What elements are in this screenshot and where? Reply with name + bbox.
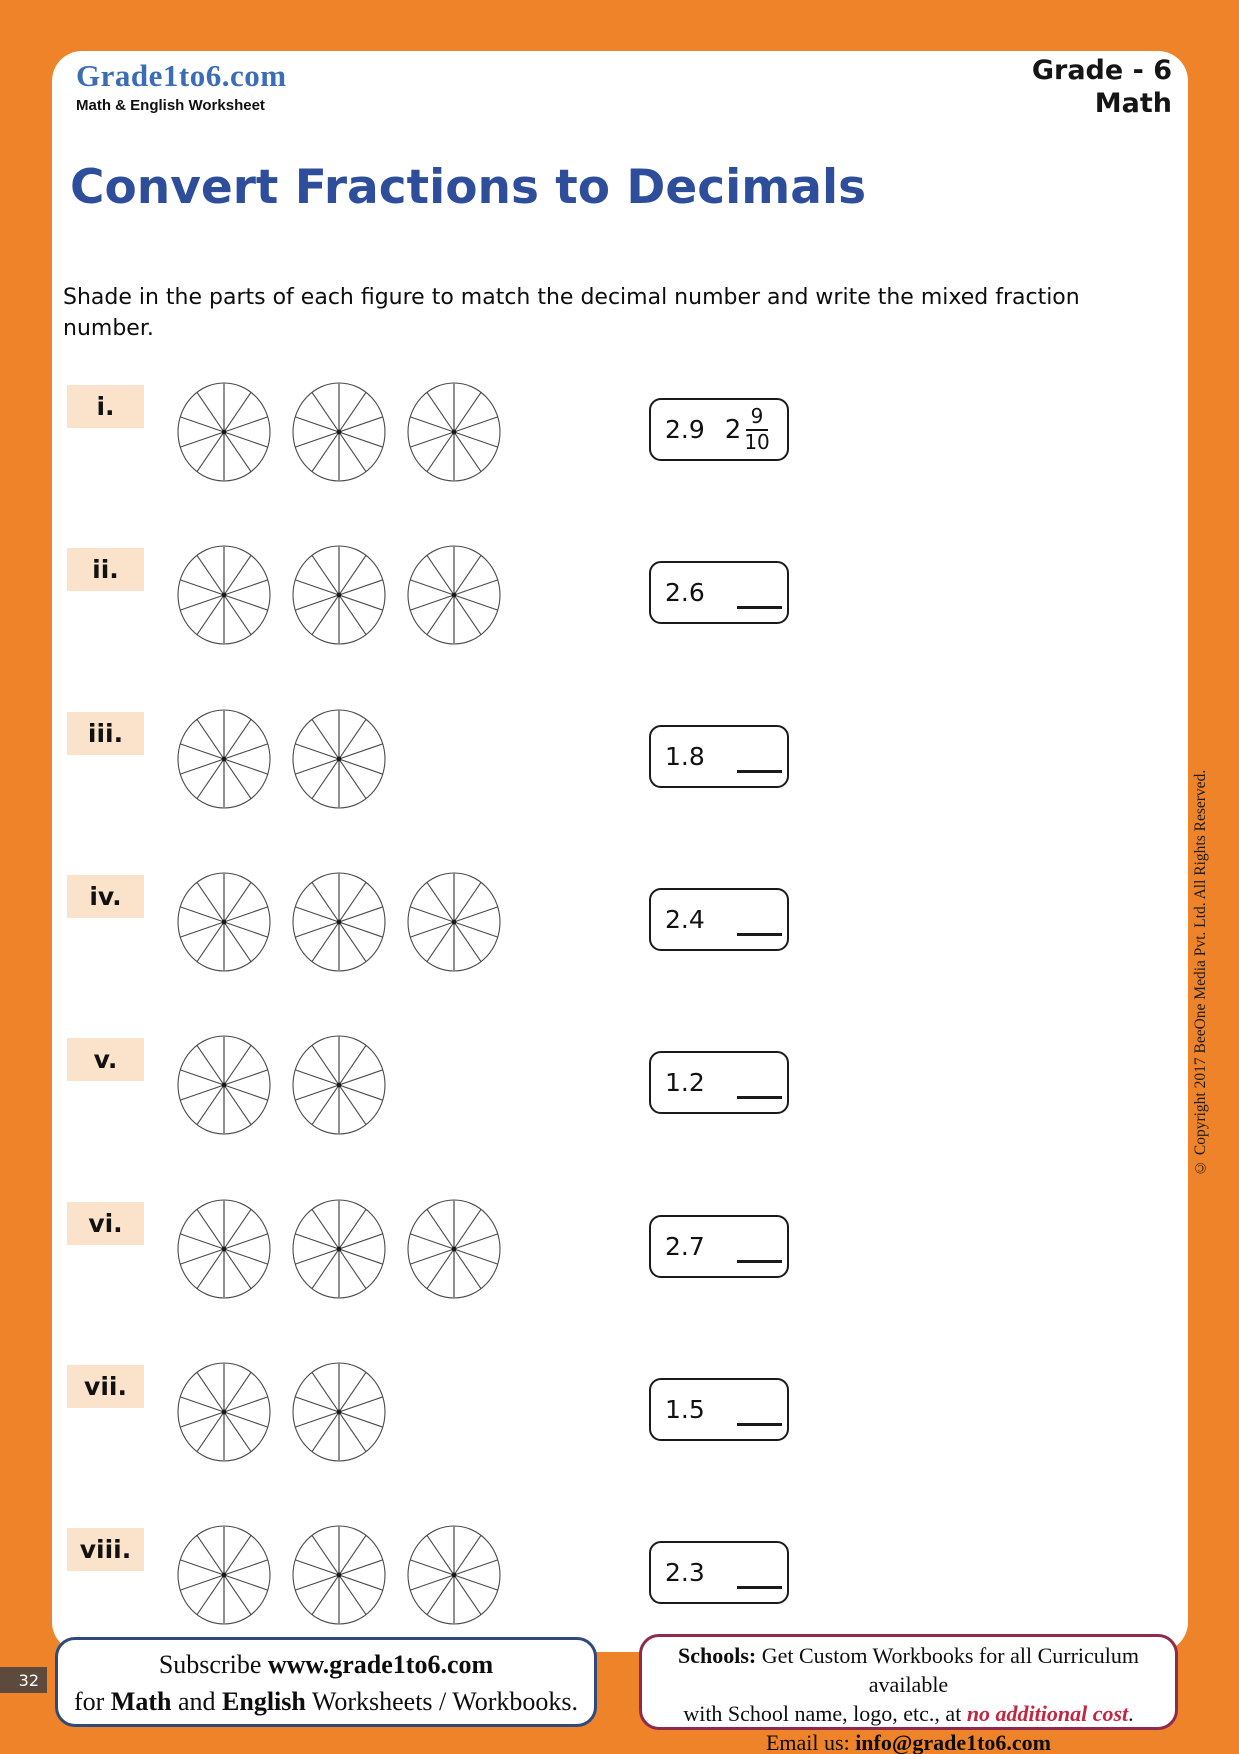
logo-title: Grade1to6.com (76, 58, 287, 93)
exercise-row (0, 712, 1239, 824)
decimal-value: 2.4 (665, 905, 705, 934)
fraction-circle (177, 1035, 271, 1135)
footer-text-segment: and (171, 1687, 223, 1716)
answer-blank[interactable] (737, 1066, 782, 1099)
exercise-row (0, 1365, 1239, 1477)
row-label: v. (67, 1038, 144, 1081)
answer-box (649, 561, 789, 624)
exercise-row (0, 1038, 1239, 1150)
answer-box (649, 398, 789, 461)
copyright-vertical-text: © Copyright 2017 BeeOne Media Pvt. Ltd. All Rights Reserved. (1192, 769, 1209, 1176)
decimal-value: 1.5 (665, 1395, 705, 1424)
page-title: Convert Fractions to Decimals (70, 160, 867, 215)
fraction-circles (177, 1525, 501, 1625)
answer-box (649, 1051, 789, 1114)
fraction-circle (177, 1199, 271, 1299)
row-label: viii. (67, 1528, 144, 1571)
exercise-row (0, 875, 1239, 987)
decimal-value: 2.3 (665, 1558, 705, 1587)
fraction-circle (407, 545, 501, 645)
grade-line2: Math (1094, 88, 1172, 119)
footer-line (642, 1728, 1175, 1754)
answer-box (649, 725, 789, 788)
answer-box (649, 1215, 789, 1278)
fraction-circles (177, 1362, 386, 1462)
footer-text-segment: Worksheets / Workbooks. (305, 1687, 579, 1716)
footer-line (642, 1699, 1175, 1728)
footer-text-segment: English (222, 1687, 306, 1716)
decimal-value: 1.8 (665, 742, 705, 771)
fraction-numerator: 9 (746, 406, 769, 431)
fraction-circle (177, 872, 271, 972)
fraction-circle (292, 1525, 386, 1625)
fraction-circle (292, 1199, 386, 1299)
row-label: vii. (67, 1365, 144, 1408)
row-label: iii. (67, 712, 144, 755)
grade-line1: Grade - 6 (1031, 55, 1172, 86)
fraction-circles (177, 872, 501, 972)
fraction-circle (407, 1525, 501, 1625)
logo-subtitle: Math & English Worksheet (76, 97, 265, 114)
footer-text-segment: Email us: (765, 1730, 856, 1754)
fraction-circles (177, 709, 386, 809)
exercise-row (0, 1528, 1239, 1640)
answer-blank[interactable] (737, 740, 782, 773)
exercise-row (0, 548, 1239, 660)
exercise-row (0, 1202, 1239, 1314)
answer-box (649, 1378, 789, 1441)
page-number-badge: 32 (0, 1667, 47, 1693)
mixed-fraction (725, 406, 770, 453)
footer-text-segment: www.grade1to6.com (267, 1650, 494, 1679)
footer-subscribe-box (55, 1637, 597, 1727)
fraction-circle (407, 1199, 501, 1299)
decimal-value: 2.6 (665, 578, 705, 607)
footer-text-segment: with School name, logo, etc., at (683, 1701, 967, 1726)
fraction-circle (292, 709, 386, 809)
fraction-circle (292, 1035, 386, 1135)
site-logo (76, 58, 287, 114)
row-label: ii. (67, 548, 144, 591)
answer-box (649, 1541, 789, 1604)
fraction-circle (292, 872, 386, 972)
row-label: vi. (67, 1202, 144, 1245)
decimal-value: 2.7 (665, 1232, 705, 1261)
fraction-stack (744, 406, 769, 453)
footer-text-segment: Subscribe (158, 1650, 268, 1679)
footer-text-segment: no additional cost (966, 1701, 1129, 1726)
footer-line (642, 1641, 1175, 1699)
fraction-circle (177, 1525, 271, 1625)
footer-line (58, 1646, 594, 1683)
fraction-circles (177, 1035, 386, 1135)
footer-text-segment: info@grade1to6.com (855, 1730, 1052, 1754)
mixed-whole: 2 (724, 414, 742, 445)
instructions-text: Shade in the parts of each figure to match the decimal number and write the mixed fraction number. (63, 285, 1080, 341)
footer-text-segment: Schools: (677, 1643, 757, 1668)
footer-text-segment: for (73, 1687, 111, 1716)
exercise-row (0, 385, 1239, 497)
grade-label (1032, 54, 1172, 120)
fraction-circle (292, 382, 386, 482)
footer-text-segment: . (1128, 1701, 1134, 1726)
fraction-circles (177, 545, 501, 645)
answer-blank[interactable] (737, 903, 782, 936)
answer-blank[interactable] (737, 1393, 782, 1426)
fraction-circle (177, 709, 271, 809)
fraction-circles (177, 382, 501, 482)
answer-blank[interactable] (737, 1556, 782, 1589)
fraction-denominator: 10 (744, 430, 770, 454)
fraction-circles (177, 1199, 501, 1299)
footer-line (58, 1683, 594, 1720)
answer-box (649, 888, 789, 951)
row-label: iv. (67, 875, 144, 918)
row-label: i. (67, 385, 144, 428)
fraction-circle (177, 382, 271, 482)
answer-blank[interactable] (737, 1230, 782, 1263)
footer-schools-box (639, 1634, 1178, 1754)
answer-blank[interactable] (737, 576, 782, 609)
fraction-circle (177, 545, 271, 645)
fraction-circle (292, 545, 386, 645)
fraction-circle (292, 1362, 386, 1462)
fraction-circle (407, 872, 501, 972)
footer-text-segment: Get Custom Workbooks for all Curriculum available (756, 1643, 1140, 1697)
decimal-value: 2.9 (665, 415, 705, 444)
decimal-value: 1.2 (665, 1068, 705, 1097)
fraction-circle (177, 1362, 271, 1462)
footer-text-segment: Math (110, 1687, 172, 1716)
fraction-circle (407, 382, 501, 482)
